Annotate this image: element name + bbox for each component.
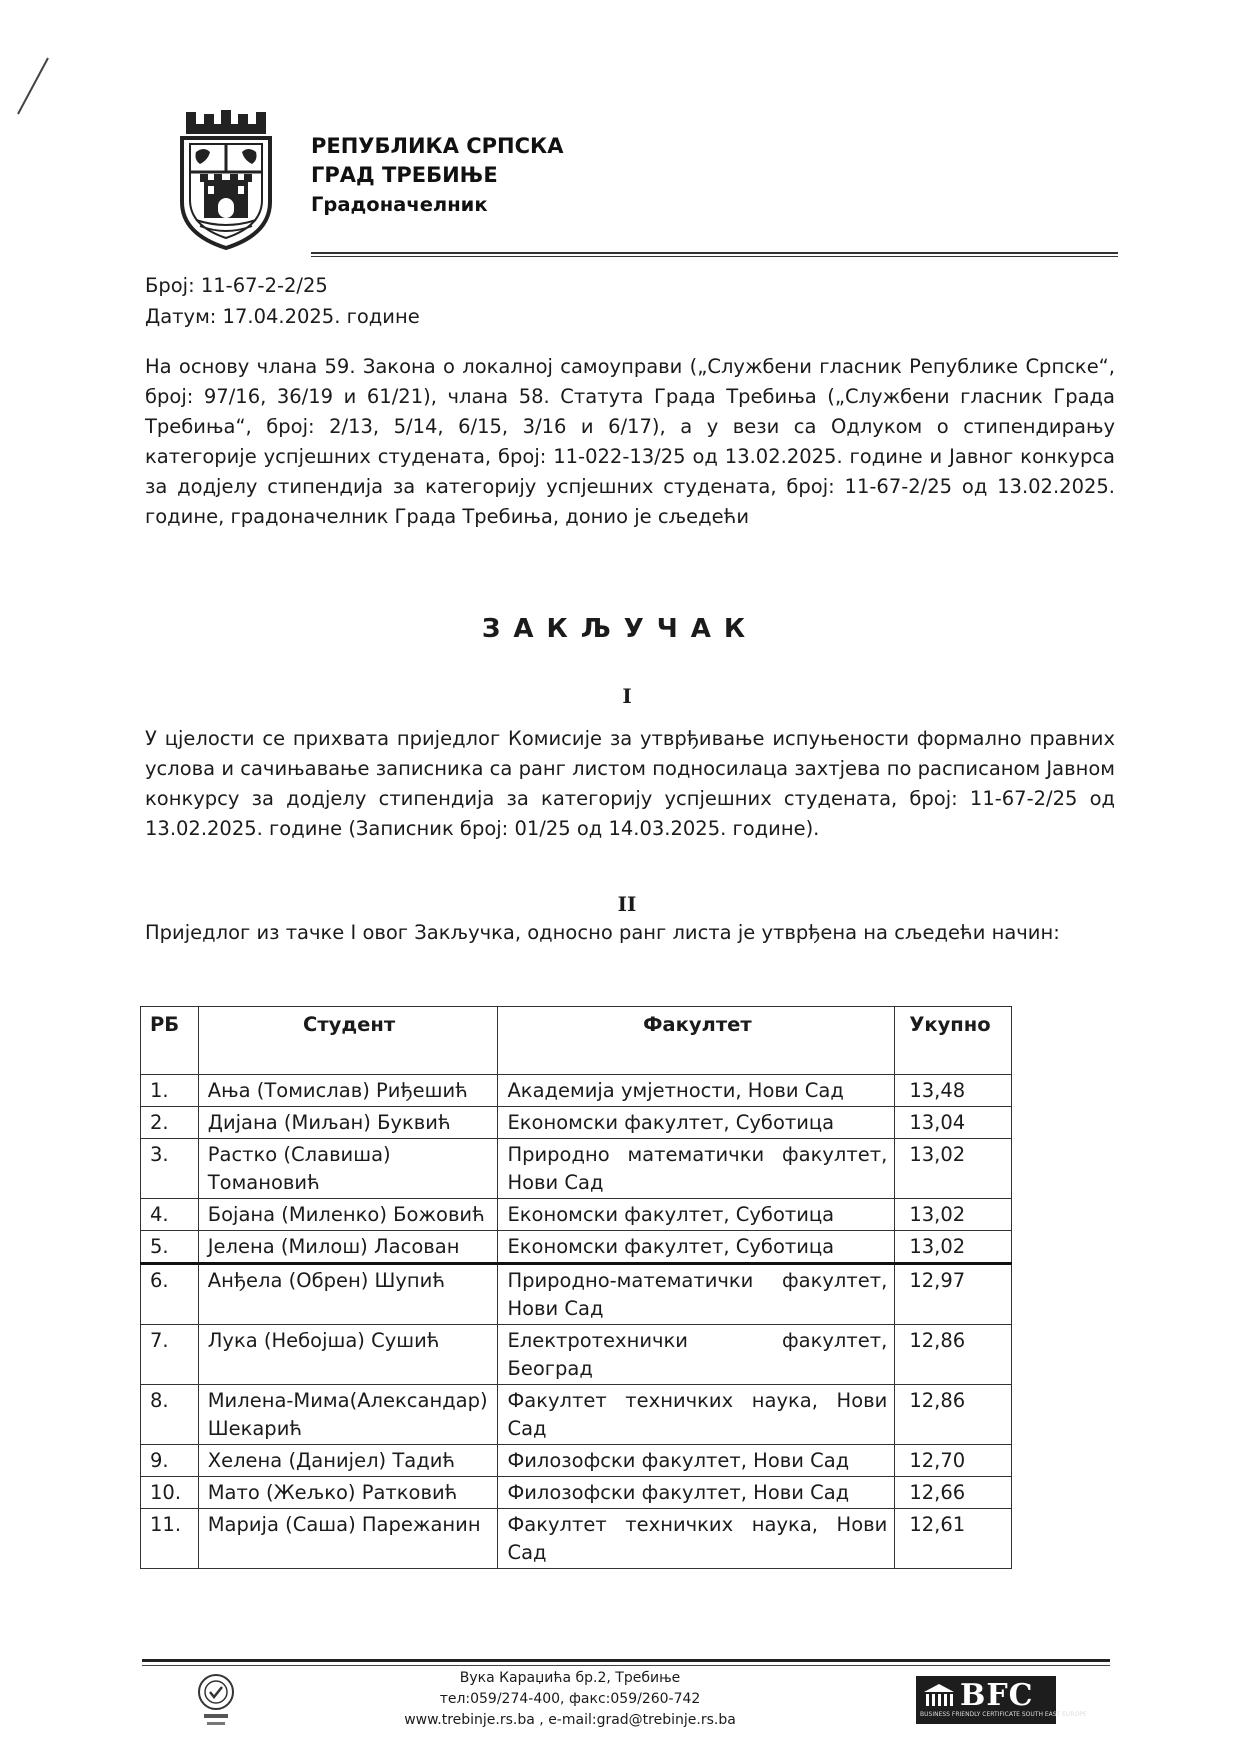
row-faculty: Економски факултет, Суботица xyxy=(498,1231,895,1264)
table-row xyxy=(141,1325,1012,1385)
section-2-text: Приједлог из тачке I овог Закључка, односно ранг листа је утврђена на сљедећи начин: xyxy=(145,921,1060,944)
footer-divider-thin xyxy=(142,1665,1110,1666)
row-faculty: Природно математички факултет, Нови Сад xyxy=(498,1139,895,1199)
document-meta xyxy=(145,270,420,332)
building-icon xyxy=(922,1682,956,1708)
header-total: Укупно xyxy=(895,1007,1012,1075)
bfc-subtitle: BUSINESS FRIENDLY CERTIFICATE SOUTH EAST EUROPE xyxy=(920,1711,1087,1718)
quality-seal-icon xyxy=(196,1672,236,1736)
row-faculty: Академија умјетности, Нови Сад xyxy=(498,1075,895,1107)
table-row xyxy=(141,1445,1012,1477)
bfc-certificate-badge xyxy=(916,1676,1087,1724)
row-student: Лука (Небојша) Сушић xyxy=(198,1325,498,1385)
row-student: Јелена (Милош) Ласован xyxy=(198,1231,498,1264)
section-1-text: У цјелости се прихвата приједлог Комисије за утврђивање испуњености формално правних услова и сачињавање записника са ранг листом подносилаца захтјева по расписаном Јавном конкурсу за додјелу стипендија за категорију успјешних студената, број: 11-67-2/25 од 13.02.2025. године (Записник број: 01/25 од 14.03.2025. године). xyxy=(145,727,1115,840)
footer-divider xyxy=(142,1659,1110,1662)
row-student: Бојана (Миленко) Божовић xyxy=(198,1199,498,1231)
row-rb: 5. xyxy=(141,1231,199,1264)
coat-of-arms-icon xyxy=(178,102,274,252)
header-divider xyxy=(311,252,1118,257)
intro-paragraph: На основу члана 59. Закона о локалној самоуправи („Службени гласник Републике Српске“, број: 97/16, 36/19 и 61/21), члана 58. Статута Града Требиња („Службени гласник Града Требиња“, број: 2/13, 5/14, 6/15, 3/16 и 6/17), а у вези са Одлуком о стипендирању категорије успјешних студената, број: 11-022-13/25 од 13.02.2025. године и Јавног конкурса за додјелу стипендија за категорију успјешних студената, број: 11-67-2/25 од 13.02.2025. године, градоначелник Града Требиња, донио је сљедећи xyxy=(145,355,1115,528)
footer-web: www.trebinje.rs.ba , e-mail:grad@trebinje.rs.ba xyxy=(404,1712,736,1728)
table-row xyxy=(141,1264,1012,1325)
table-row xyxy=(141,1385,1012,1445)
row-total: 13,02 xyxy=(895,1231,1012,1264)
row-faculty: Филозофски факултет, Нови Сад xyxy=(498,1477,895,1509)
row-student: Марија (Саша) Парежанин xyxy=(198,1509,498,1569)
section-2-numeral: II xyxy=(617,892,637,916)
row-rb: 2. xyxy=(141,1107,199,1139)
document-title: ЗАКЉУЧАК xyxy=(481,614,759,644)
row-rb: 3. xyxy=(141,1139,199,1199)
row-faculty: Факултет техничких наука, Нови Сад xyxy=(498,1509,895,1569)
org-city: ГРАД ТРЕБИЊЕ xyxy=(311,163,498,187)
org-office: Градоначелник xyxy=(311,193,488,216)
row-faculty: Природно-математички факултет, Нови Сад xyxy=(498,1264,895,1325)
table-row xyxy=(141,1075,1012,1107)
row-total: 12,70 xyxy=(895,1445,1012,1477)
row-rb: 1. xyxy=(141,1075,199,1107)
row-student: Растко (Славиша) Томановић xyxy=(198,1139,498,1199)
pen-mark xyxy=(14,56,52,118)
footer-address: Вука Караџића бр.2, Требиње xyxy=(459,1670,681,1686)
org-republic: РЕПУБЛИКА СРПСКА xyxy=(311,134,564,158)
row-student: Хелена (Данијел) Тадић xyxy=(198,1445,498,1477)
row-total: 12,86 xyxy=(895,1385,1012,1445)
row-total: 12,61 xyxy=(895,1509,1012,1569)
table-row xyxy=(141,1199,1012,1231)
table-row xyxy=(141,1231,1012,1264)
footer-phone: тел:059/274-400, факс:059/260-742 xyxy=(439,1691,701,1707)
ranking-table xyxy=(140,1006,1012,1569)
row-rb: 10. xyxy=(141,1477,199,1509)
row-total: 13,02 xyxy=(895,1199,1012,1231)
row-faculty: Економски факултет, Суботица xyxy=(498,1107,895,1139)
section-1-numeral: I xyxy=(622,684,632,708)
table-row xyxy=(141,1477,1012,1509)
row-total: 12,97 xyxy=(895,1264,1012,1325)
row-total: 12,86 xyxy=(895,1325,1012,1385)
row-total: 12,66 xyxy=(895,1477,1012,1509)
row-student: Дијана (Миљан) Буквић xyxy=(198,1107,498,1139)
row-faculty: Филозофски факултет, Нови Сад xyxy=(498,1445,895,1477)
row-faculty: Факултет техничких наука, Нови Сад xyxy=(498,1385,895,1445)
row-student: Анђела (Обрен) Шупић xyxy=(198,1264,498,1325)
table-header-row xyxy=(141,1007,1012,1075)
row-student: Ања (Томислав) Риђешић xyxy=(198,1075,498,1107)
row-rb: 8. xyxy=(141,1385,199,1445)
footer-contact xyxy=(360,1668,780,1731)
row-rb: 7. xyxy=(141,1325,199,1385)
header-faculty: Факултет xyxy=(498,1007,895,1075)
row-student: Мато (Жељко) Ратковић xyxy=(198,1477,498,1509)
row-total: 13,48 xyxy=(895,1075,1012,1107)
row-student: Милена-Мима(Александар) Шекарић xyxy=(198,1385,498,1445)
row-total: 13,02 xyxy=(895,1139,1012,1199)
bfc-title: BFC xyxy=(960,1678,1034,1713)
document-number: Број: 11-67-2-2/25 xyxy=(145,274,328,297)
row-rb: 4. xyxy=(141,1199,199,1231)
row-rb: 6. xyxy=(141,1264,199,1325)
document-date: Датум: 17.04.2025. године xyxy=(145,305,420,328)
row-faculty: Електротехнички факултет, Београд xyxy=(498,1325,895,1385)
row-rb: 9. xyxy=(141,1445,199,1477)
header-student: Студент xyxy=(198,1007,498,1075)
header-rb: РБ xyxy=(141,1007,199,1075)
row-faculty: Економски факултет, Суботица xyxy=(498,1199,895,1231)
table-row xyxy=(141,1139,1012,1199)
table-row xyxy=(141,1509,1012,1569)
table-row xyxy=(141,1107,1012,1139)
row-rb: 11. xyxy=(141,1509,199,1569)
organization-header xyxy=(311,132,563,219)
row-total: 13,04 xyxy=(895,1107,1012,1139)
